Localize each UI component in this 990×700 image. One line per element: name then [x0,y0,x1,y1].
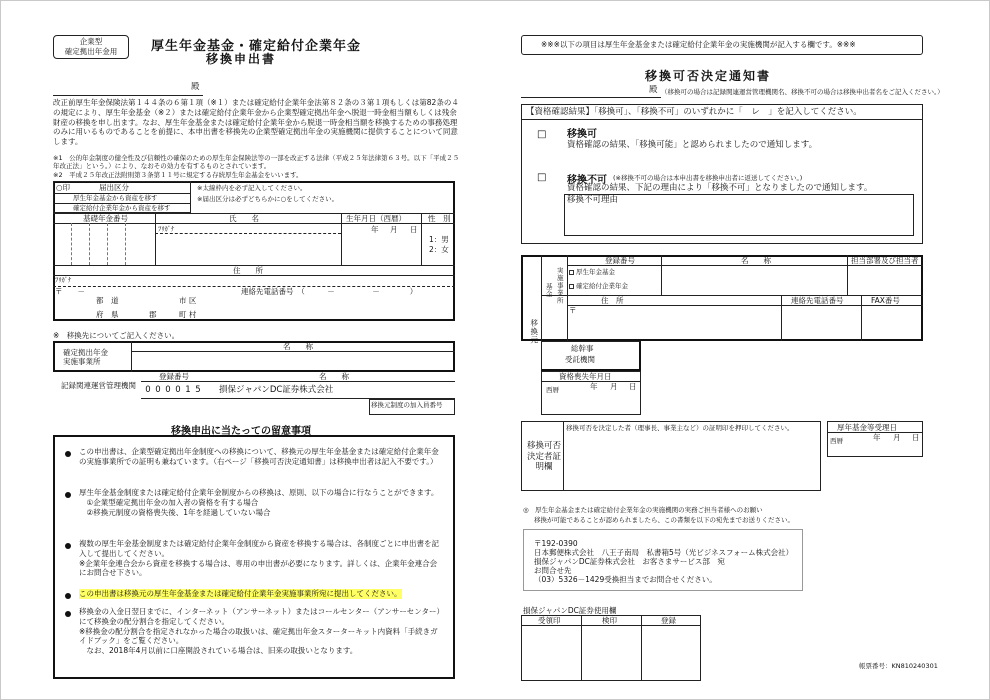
col-sep-1 [155,213,156,265]
address-line-1: 日本郵便株式会社 八王子南局 私書箱5号（光ビジネスフォーム株式会社） [534,548,794,557]
kanri-name-label: 名 称 [319,372,349,381]
address-phone: （03）5326－1429受換担当までお問合せください。 [534,575,717,584]
dest-label-2: 実施事業所 [63,357,101,366]
kikin-digit-2 [89,223,90,265]
address-line-2: 損保ジャパンDC証券株式会社 お客さまサービス部 宛 [534,557,725,566]
town-label: 郡 町 村 [149,310,197,319]
soshitsu-label: 資格喪失年月日 [559,372,612,381]
left-title-1: 厚生年金基金・確定給付企業年金 [151,39,362,54]
kikin-date-seireki: 西暦 [830,437,843,445]
kanri-touroku-label: 登録番号 [159,372,189,381]
notice-1: この申出書は、企業型確定拠出年金制度への移換について、移換元の厚生年金基金または確定給付企業年金の実施事業所での証明も兼ねています。（右ページ「移換可否決定通知書」は移換申出者は記入不要です。） [79,447,439,466]
notice-2: 厚生年金基金制度または確定給付企業年金制度からの移換は、原則、以下の場合に行なうことができます。 ①企業型確定拠出年金の加入者の資格を有する場合 ②移換元制度の資格喪失後、1年を経過していない場合 [79,488,439,517]
notice-3: 複数の厚生年金基金制度または確定給付企業年金制度から資産を移換する場合は、各制度ごとに申出書を記入して提出してください。 ※企業年金連合会から資産を移換する場合は、専用の申出書が必要になります。詳しくは、企業年金連合会にお問合せ下さい。 [79,539,439,578]
birth-year-label: 年 [371,225,379,234]
city-label: 市 区 [179,296,197,305]
ng-text: 資格確認の結果、下記の理由により「移換不可」となりましたので通知します。 [567,183,873,193]
office-col-sep-2 [641,615,642,681]
kubun-label: 届出区分 [99,183,129,192]
notice-bullet [65,543,71,549]
source-jigyo-label: 実施事業所 [555,267,564,305]
kanri-code-digit: 1 [185,385,191,395]
kanri-code-digit: 0 [145,385,151,395]
footnote-2: ※2 平成２５年改正法附則第３条第１１号に規定する存続厚生年金基金をいいます。 [53,171,303,179]
birth-month-label: 月 [390,225,398,234]
source-sep-f [861,295,862,341]
source-kikin-label: 基金 [544,283,553,298]
notice-4-highlight: この申出書は移換元の厚生年金基金または確定給付企業年金実施事業所宛に提出してください。 [79,589,402,598]
dest-name-label: 名 称 [283,342,313,351]
kanri-code-digit: 0 [165,385,171,395]
prefecture-label-2: 府 県 [96,310,119,319]
kubun-note: ※届出区分は必ずどちらかに○をしてください。 [197,195,339,203]
office-col-3: 登録 [661,616,676,625]
kanri-company: 損保ジャパンDC証券株式会社 [219,385,334,395]
result-label: 【資格確認結果】「移換可」、「移換不可」のいずれかに「 レ 」を記入してください。 [526,107,862,117]
thick-box-note: ※太線枠内を必ず記入してください。 [197,184,307,192]
destination-note: ※ 移換先についてご記入ください。 [53,331,180,340]
office-col-sep-1 [581,615,582,681]
kanri-code-digit: 0 [155,385,161,395]
notice-5: 移換金の入金日翌日までに、インターネット（アンサーネット）またはコールセンター（アンサーセンター）にて移換金の配分割合を指定してください。 ※移換金の配分割合を指定されなかった場合の取扱いは、確定拠出年金スターターキット内資料「手続きガイドブック」をご覧ください。 なお、2018年4月以前に口座開設されている場合は、旧来の取扱いとなります。 [79,607,441,655]
cert-text: 移換可否を決定した者（理事長、事業主など）の証明印を押印してください。 [566,424,794,432]
soshitsu-day: 日 [629,382,637,391]
right-header: ※※※以下の項目は厚生年金基金または確定給付企業年金の実施機関が記入する欄です。※※※ [541,40,856,49]
source-sep-c [661,255,662,295]
ng-small-note: (※移換不可の場合は本申出書を移換申出者に返送してください。) [613,174,803,182]
form-number: 帳票番号：KN810240301 [859,662,938,670]
col-sep-2 [341,213,342,265]
notice-title: 移換申出に当たっての留意事項 [171,426,311,437]
ok-text: 資格確認の結果、「移換可能」と認められましたので通知します。 [567,140,818,150]
notice-bullet [65,611,71,617]
contact-lead-2: 移換が可能であることが認められましたら、この書類を以下の宛先までお送りください。 [534,516,794,524]
destination-box [53,341,455,372]
right-addressee-line [521,97,661,98]
kubun-option-1[interactable]: 厚生年金基金から資産を移す [73,194,158,202]
right-addressee-suffix: 殿 [649,85,658,95]
address-postal: 〒192-0390 [534,539,578,548]
kikin-date-day: 日 [912,433,920,442]
kikin-no-label: 基礎年金番号 [83,214,128,223]
source-postal: 〒 [569,306,577,315]
source-opt-2-label: 確定給付企業年金 [576,282,628,290]
address-label: 住 所 [233,266,263,275]
ok-checkbox[interactable]: □ [537,129,547,140]
name-label: 氏 名 [229,214,259,223]
source-tanto: 担当部署及び担当者 [851,256,919,265]
ok-title: 移換可 [567,129,597,140]
soshitsu-year: 年 [590,382,598,391]
row-sep-2 [53,223,455,224]
sex-label: 性 別 [428,214,451,223]
address-furigana: ﾌﾘｶﾞﾅ [55,276,72,284]
source-tel: 連絡先電話番号 [791,296,844,305]
kanri-code [143,385,203,396]
address-inquiry: お問合せ先 [534,566,572,575]
left-title-2: 移換申出書 [206,52,277,66]
office-col-1: 受領印 [538,616,561,625]
source-fax: FAX番号 [871,296,900,305]
notice-bullet [65,593,71,599]
kikin-digit-3 [107,223,108,265]
kanyu-label: 移換元制度の加入員番号 [371,401,443,409]
source-side-label: 移換元 [529,319,539,345]
office-col-2: 検印 [602,616,617,625]
badge-line2: 確定拠出年金用 [64,46,118,56]
notice-bullet [65,451,71,457]
source-touroku: 登録番号 [605,256,635,265]
right-title: 移換可否決定通知書 [645,69,772,83]
addressee-line [53,95,203,96]
source-sep-e [781,295,782,341]
source-opt-1-check[interactable] [569,270,574,275]
sex-male: 1：男 [429,235,449,244]
birthdate-label: 生年月日（西暦） [346,214,406,223]
kanyu-box [369,399,455,415]
col-sep-3 [421,213,422,265]
addressee-suffix: 殿 [191,82,200,92]
dest-sep [131,341,132,372]
kanri-label: 記録関連運営管理機関 [61,381,136,390]
sex-female: 2：女 [429,245,449,254]
footnote-1: ※1 公的年金制度の健全性及び信頼性の確保のための厚生年金保険法等の一部を改正する法律（平成２５年法律第６３号。以下「平成２５年改正法」という。）により、なおその効力を有するものとされています。 [53,154,460,170]
source-opt-2-check[interactable] [569,284,574,289]
office-title: 損保ジャパンDC証券使用欄 [523,606,617,615]
notice-bullet [65,492,71,498]
kikin-date-year: 年 [873,433,881,442]
ng-reason-label: 移換不可理由 [567,195,619,205]
right-addressee-note: （移換可の場合は記録関連運営管理機関名、移換不可の場合は移換申出者名をご記入ください。） [661,88,944,96]
source-row-sep-2 [567,305,923,306]
cert-label: 移換可否決定者証明欄 [526,441,561,473]
dest-label-1: 確定拠出年金 [63,348,108,357]
dest-name-sep [131,351,455,352]
source-sep-d [847,255,848,295]
prefecture-label-1: 都 道 [96,296,119,305]
somu-label: 総幹事 [571,344,594,353]
source-name: 名 称 [741,256,771,265]
tel-label: 連絡先電話番号 （ － － ） [241,287,418,296]
source-address: 住 所 [601,296,624,305]
ng-title: 移換不可 [567,175,607,186]
row-sep-4 [53,275,455,276]
source-opt-1-label: 厚生年金基金 [576,268,615,276]
source-head-sep [567,265,923,266]
kubun-option-2[interactable]: 確定給付企業年金から資産を移す [73,204,171,212]
kikin-digit-4 [125,223,126,265]
ng-checkbox[interactable]: □ [537,172,547,183]
badge [53,35,129,59]
source-opt-2[interactable] [569,283,628,291]
soshitsu-month: 月 [610,382,618,391]
circle-label: ○印 [56,183,71,192]
kikin-date-month: 月 [893,433,901,442]
contact-lead: ◎ 厚生年金基金または確定給付企業年金の実施機関の実務ご担当者様へのお願い [523,506,763,514]
kanri-code-digit: 0 [175,385,181,395]
kanri-code-digit: 5 [195,385,201,395]
postal-code: 〒 － [55,287,85,296]
furigana-sep [155,233,341,234]
birth-day-label: 日 [410,225,418,234]
source-opt-1[interactable] [569,269,615,277]
result-sep [521,119,923,120]
source-row-sep [541,295,923,296]
kikin-date-label: 厚年基金等受理日 [837,423,897,432]
badge-line1: 企業型 [79,37,103,46]
kikin-digit-1 [71,223,72,265]
soshitsu-seireki: 西暦 [546,386,559,394]
furigana-label: ﾌﾘｶﾞﾅ [158,225,175,233]
kanri-top [141,381,455,382]
intro-text: 改正前厚生年金保険法第１４４条の６第１項（※１）または確定給付企業年金法第８２条の３第１項もしくは第82条の４の規定により、厚生年金基金（※２）または確定給付企業年金から企業型確定拠出年金へ脱退一時金相当額もしくは残余財産の移換を申し出ます。なお、厚生年金基金または確定給付企業年金から脱退一時金相当額を移換するための事務処理のみに用いるものであることを前提に、本申出書を移換先の企業型確定拠出年金の実施機関に提供することについて同意します。 [53,98,459,146]
cert-sep [563,421,564,491]
source-sep-b [567,255,568,341]
uketori-label: 受託機関 [565,355,595,364]
